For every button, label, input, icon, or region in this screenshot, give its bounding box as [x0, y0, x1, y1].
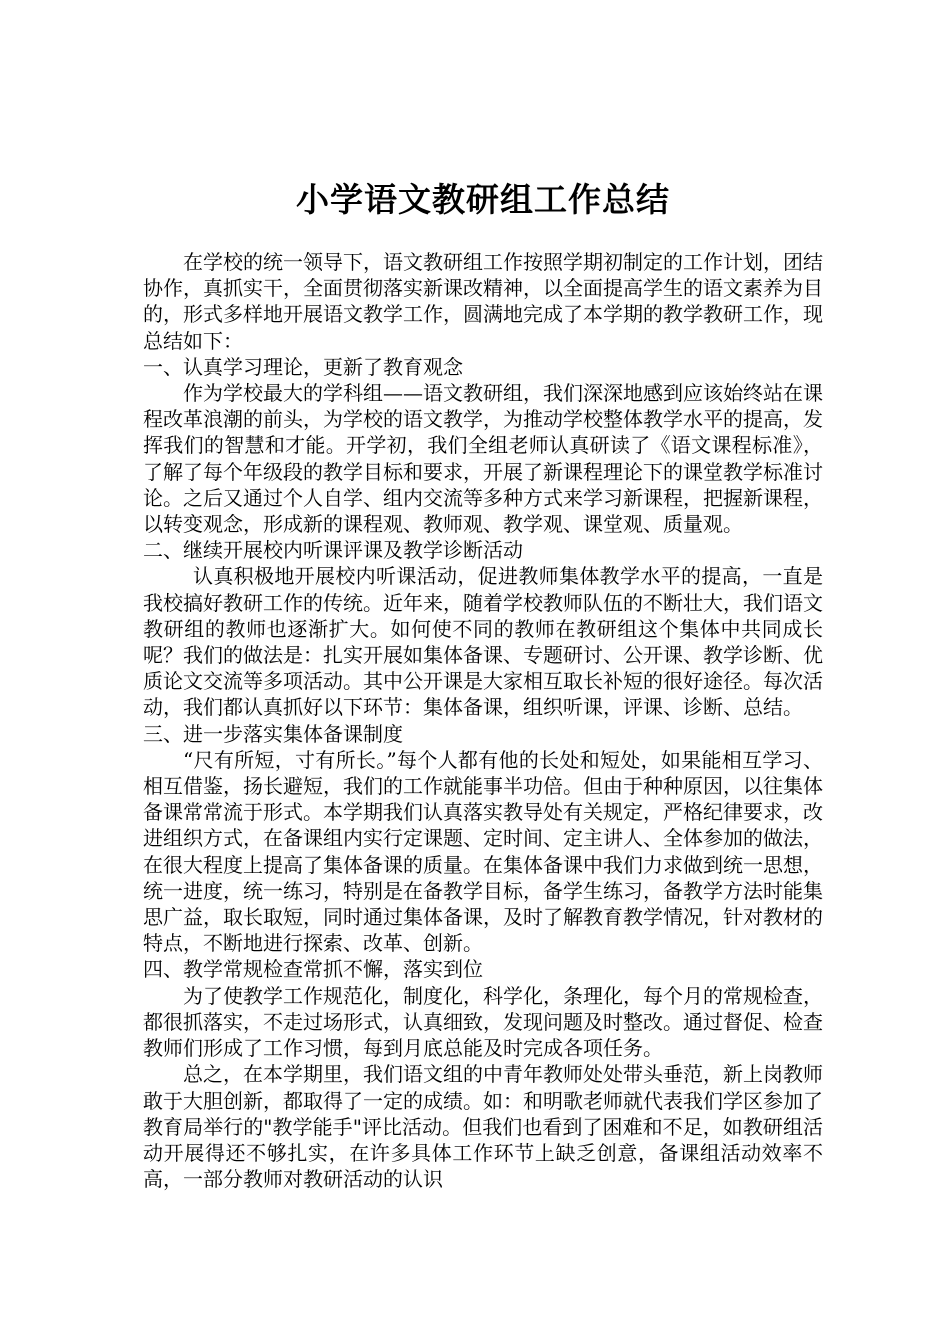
- section-heading-2: 二、继续开展校内听课评课及教学诊断活动: [143, 538, 523, 563]
- document-body: [143, 249, 823, 1192]
- intro-paragraph: 在学校的统一领导下，语文教研组工作按照学期初制定的工作计划，团结协作，真抓实干，全面贯彻落实新课改精神，以全面提高学生的语文素养为目的，形式多样地开展语文教学工作，圆满地完成了本学期的教学教研工作，现总结如下：: [143, 250, 823, 353]
- closing-paragraph: 总之，在本学期里，我们语文组的中青年教师处处带头垂范，新上岗教师敢于大胆创新，都取得了一定的成绩。如：和明歌老师就代表我们学区参加了教育局举行的"教学能手"评比活动。但我们也看到了困难和不足，如教研组活动开展得还不够扎实，在许多具体工作环节上缺乏创意，备课组活动效率不高，一部分教师对教研活动的认识: [143, 1062, 823, 1192]
- section-body-4: 为了使教学工作规范化，制度化，科学化，条理化，每个月的常规检查，都很抓落实，不走过场形式，认真细致，发现问题及时整改。通过督促、检查教师们形成了工作习惯，每到月底总能及时完成各项任务。: [143, 983, 823, 1061]
- section-heading-4: 四、教学常规检查常抓不懈，落实到位: [143, 957, 483, 982]
- document-title: 小学语文教研组工作总结: [296, 180, 670, 219]
- section-heading-1: 一、认真学习理论，更新了教育观念: [143, 354, 463, 379]
- section-body-2: 认真积极地开展校内听课活动，促进教师集体教学水平的提高，一直是我校搞好教研工作的传统。近年来，随着学校教师队伍的不断壮大，我们语文教研组的教师也逐渐扩大。如何使不同的教师在教研组这个集体中共同成长呢？我们的做法是：扎实开展如集体备课、专题研讨、公开课、教学诊断、优质论文交流等多项活动。其中公开课是大家相互取长补短的很好途径。每次活动，我们都认真抓好以下环节：集体备课，组织听课，评课、诊断、总结。: [143, 564, 823, 720]
- section-body-3: “尺有所短，寸有所长。”每个人都有他的长处和短处，如果能相互学习、相互借鉴，扬长避短，我们的工作就能事半功倍。但由于种种原因，以往集体备课常常流于形式。本学期我们认真落实教导处有关规定，严格纪律要求，改进组织方式，在备课组内实行定课题、定时间、定主讲人、全体参加的做法，在很大程度上提高了集体备课的质量。在集体备课中我们力求做到统一思想，统一进度，统一练习，特别是在备教学目标，备学生练习，备教学方法时能集思广益，取长取短，同时通过集体备课，及时了解教育教学情况，针对教材的特点，不断地进行探索、改革、创新。: [143, 747, 823, 956]
- section-heading-3: 三、进一步落实集体备课制度: [143, 721, 403, 746]
- section-body-1: 作为学校最大的学科组——语文教研组，我们深深地感到应该始终站在课程改革浪潮的前头，为学校的语文教学，为推动学校整体教学水平的提高，发挥我们的智慧和才能。开学初，我们全组老师认真研读了《语文课程标准》，了解了每个年级段的教学目标和要求，开展了新课程理论下的课堂教学标准讨论。之后又通过个人自学、组内交流等多种方式来学习新课程，把握新课程，以转变观念，形成新的课程观、教师观、教学观、课堂观、质量观。: [143, 381, 823, 537]
